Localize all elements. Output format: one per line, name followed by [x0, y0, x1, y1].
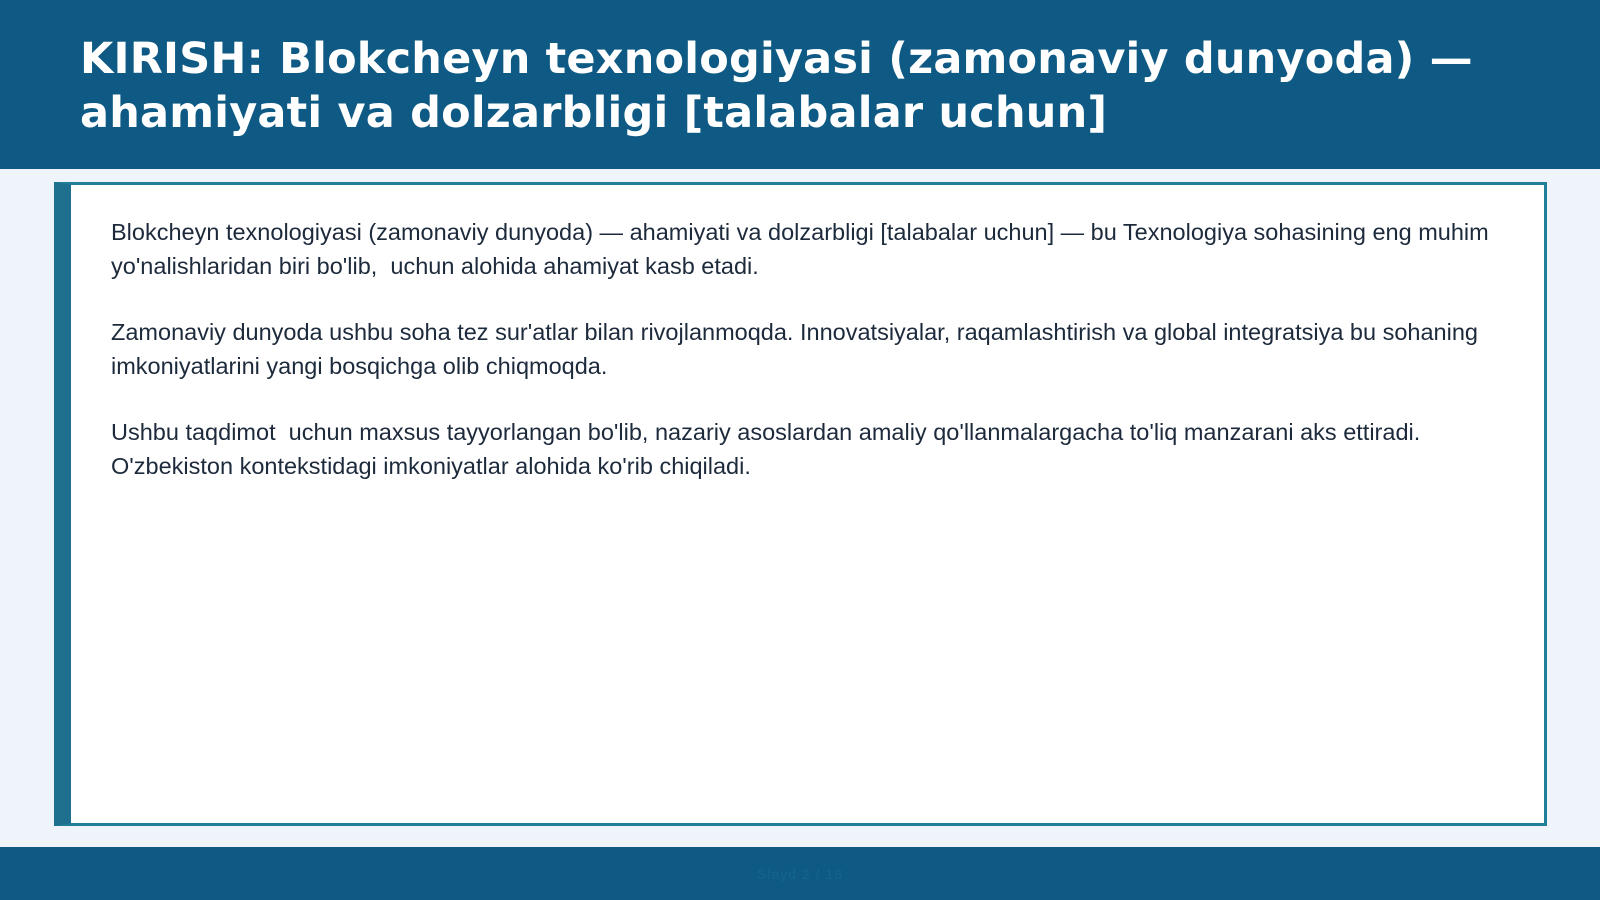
slide-title: KIRISH: Blokcheyn texnologiyasi (zamonaviy dunyoda) — ahamiyati va dolzarbligi [talabalar uchun]: [80, 34, 1473, 138]
intro-paragraph-2: Zamonaviy dunyoda ushbu soha tez sur'atlar bilan rivojlanmoqda. Innovatsiyalar, raqamlashtirish va global integratsiya bu sohaning imkoniyatlarini yangi bosqichga olib chiqmoqda.: [111, 319, 1485, 379]
content-card: [54, 182, 1547, 826]
slide-footer: [0, 847, 1600, 900]
intro-paragraph-1: Blokcheyn texnologiyasi (zamonaviy dunyoda) — ahamiyati va dolzarbligi [talabalar uchun] — bu Texnologiya sohasining eng muhim yo'nalishlaridan biri bo'lib, uchun alohida ahamiyat kasb etadi.: [111, 219, 1496, 279]
slide-number: Slayd 2 / 18: [757, 865, 843, 882]
intro-paragraph-3: Ushbu taqdimot uchun maxsus tayyorlangan bo'lib, nazariy asoslardan amaliy qo'llanmalargacha to'liq manzarani aks ettiradi. O'zbekiston kontekstidagi imkoniyatlar alohida ko'rib chiqiladi.: [111, 419, 1427, 479]
slide-header: [0, 0, 1600, 169]
